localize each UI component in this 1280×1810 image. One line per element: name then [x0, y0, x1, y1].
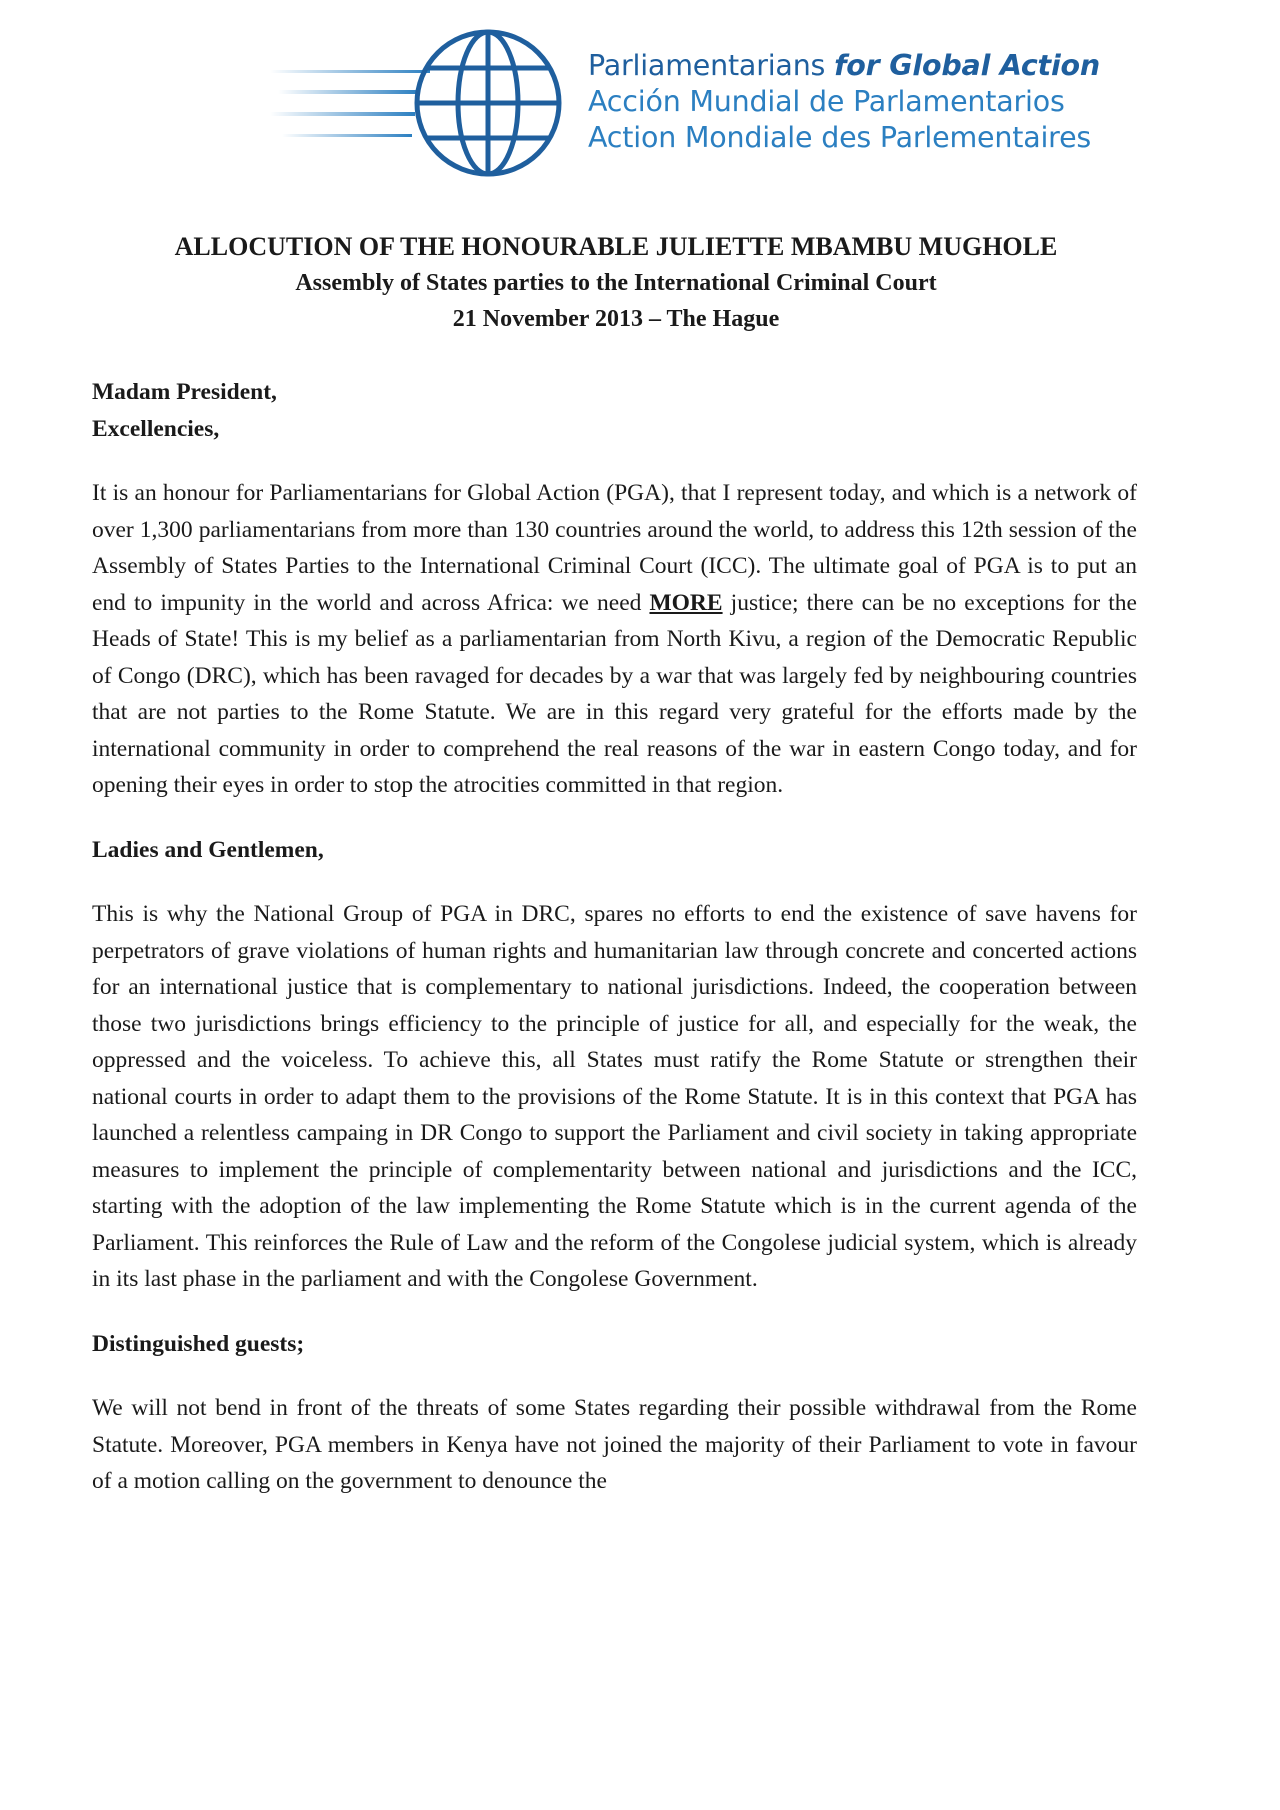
- salutation-ladies-gentlemen: Ladies and Gentlemen,: [92, 836, 324, 863]
- title-block: [92, 229, 1140, 337]
- emphasis-more: MORE: [649, 589, 723, 616]
- salutation-madam-president: Madam President,: [92, 379, 277, 405]
- document-title: ALLOCUTION OF THE HONOURABLE JULIETTE MBAMBU MUGHOLE: [174, 232, 1058, 261]
- org-name-french: Action Mondiale des Parlementaires: [588, 121, 1092, 154]
- org-name-spanish: Acción Mundial de Parlamentarios: [588, 85, 1065, 118]
- globe-icon: [270, 26, 570, 184]
- letterhead: [270, 26, 1110, 184]
- salutation-distinguished-guests: Distinguished guests;: [92, 1330, 305, 1357]
- org-name-english: Parliamentarians for Global Action: [588, 49, 1101, 82]
- document-subtitle: Assembly of States parties to the International Criminal Court: [295, 270, 937, 296]
- salutation-excellencies: Excellencies,: [92, 415, 220, 442]
- organization-names: [588, 48, 1100, 156]
- speech-body: [92, 374, 1137, 1500]
- paragraph-2: This is why the National Group of PGA in DRC, spares no efforts to end the existence of save havens for perpetrators of grave violations of human rights and humanitarian law through concrete and concerted actions for an international justice that is complementary to national jurisdictions. Indeed, the cooperation between those two jurisdictions brings efficiency to the principle of justice for all, and especially for the weak, the oppressed and the voiceless. To achieve this, all States must ratify the Rome Statute or strengthen their national courts in order to adapt them to the provisions of the Rome Statute. It is in this context that PGA has launched a relentless campaing in DR Congo to support the Parliament and civil society in taking appropriate measures to implement the principle of complementarity between national and jurisdictions and the ICC, starting with the adoption of the law implementing the Rome Statute which is in the current agenda of the Parliament. This reinforces the Rule of Law and the reform of the Congolese judicial system, which is already in its last phase in the parliament and with the Congolese Government.: [92, 901, 1137, 1292]
- paragraph-3: We will not bend in front of the threats of some States regarding their possible withdrawal from the Rome Statute. Moreover, PGA members in Kenya have not joined the majority of their Parliament to vote in favour of a motion calling on the government to denounce the: [92, 1395, 1137, 1494]
- document-date-place: 21 November 2013 – The Hague: [452, 306, 780, 332]
- paragraph-1: It is an honour for Parliamentarians for Global Action (PGA), that I represent today, and which is a network of over 1,300 parliamentarians from more than 130 countries around the world, to address this 12th session of the Assembly of States Parties to the International Criminal Court (ICC). The ultimate goal of PGA is to put an end to impunity in the world and across Africa: we need MORE justice; there can be no exceptions for the Heads of State! This is my belief as a parliamentarian from North Kivu, a region of the Democratic Republic of Congo (DRC), which has been ravaged for decades by a war that was largely fed by neighbouring countries that are not parties to the Rome Statute. We are in this regard very grateful for the efforts made by the international community in order to comprehend the real reasons of the war in eastern Congo today, and for opening their eyes in order to stop the atrocities committed in that region.: [92, 480, 1137, 798]
